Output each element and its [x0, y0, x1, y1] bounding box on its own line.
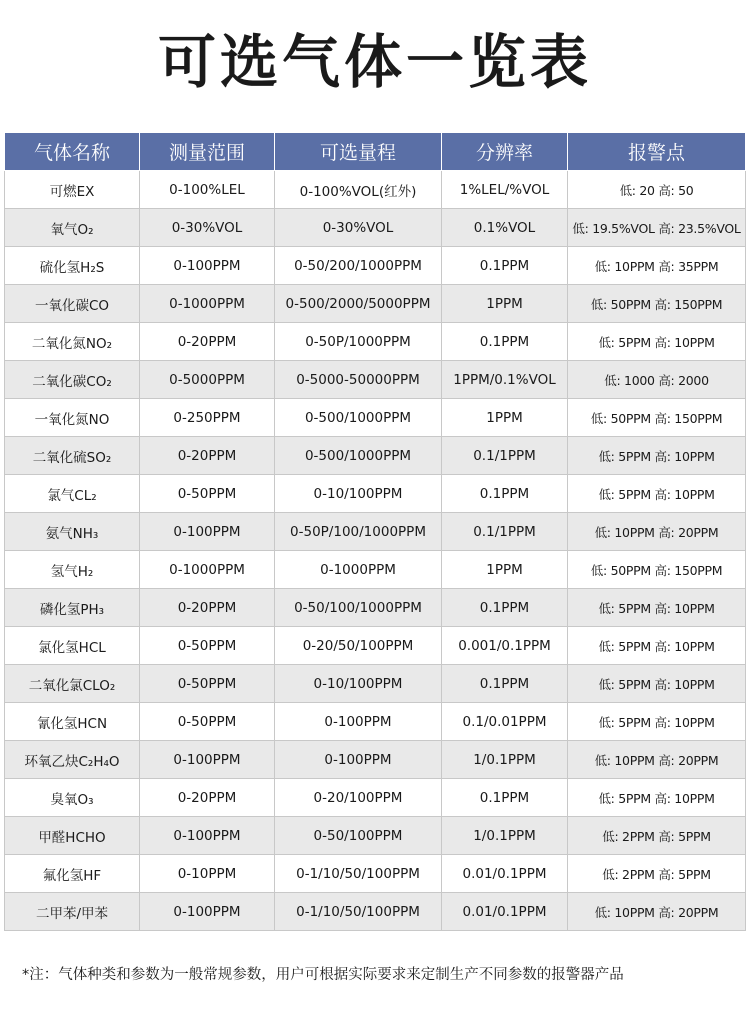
measure-range-cell: 0-20PPM — [140, 437, 275, 475]
resolution-cell: 1/0.1PPM — [442, 817, 568, 855]
page-title: 可选气体一览表 — [157, 28, 592, 96]
alarm-point-cell: 低: 10PPM 高: 20PPM — [568, 893, 746, 931]
table-row — [5, 589, 746, 627]
alarm-point-cell: 低: 5PPM 高: 10PPM — [568, 589, 746, 627]
gas-table-container — [4, 132, 745, 931]
optional-range-cell: 0-100%VOL(红外) — [275, 171, 442, 209]
optional-range-cell: 0-50/200/1000PPM — [275, 247, 442, 285]
resolution-cell: 1PPM — [442, 551, 568, 589]
gas-name-cell: 二氧化硫SO₂ — [5, 437, 140, 475]
table-row — [5, 361, 746, 399]
footnote: *注：气体种类和参数为一般常规参数，用户可根据实际要求来定制生产不同参数的报警器产品 — [22, 967, 624, 983]
resolution-cell: 0.1PPM — [442, 475, 568, 513]
resolution-cell: 0.1PPM — [442, 323, 568, 361]
resolution-cell: 0.1PPM — [442, 665, 568, 703]
measure-range-cell: 0-1000PPM — [140, 285, 275, 323]
table-row — [5, 285, 746, 323]
measure-range-cell: 0-50PPM — [140, 627, 275, 665]
optional-range-cell: 0-100PPM — [275, 703, 442, 741]
gas-name-cell: 二甲苯/甲苯 — [5, 893, 140, 931]
gas-name-cell: 氧气O₂ — [5, 209, 140, 247]
resolution-cell: 1PPM — [442, 285, 568, 323]
alarm-point-cell: 低: 19.5%VOL 高: 23.5%VOL — [568, 209, 746, 247]
resolution-cell: 1PPM — [442, 399, 568, 437]
gas-name-cell: 一氧化氮NO — [5, 399, 140, 437]
header-gas-name: 气体名称 — [5, 133, 140, 171]
table-row — [5, 437, 746, 475]
table-row — [5, 399, 746, 437]
alarm-point-cell: 低: 1000 高: 2000 — [568, 361, 746, 399]
resolution-cell: 0.1/1PPM — [442, 437, 568, 475]
measure-range-cell: 0-100PPM — [140, 817, 275, 855]
optional-range-cell: 0-50/100/1000PPM — [275, 589, 442, 627]
measure-range-cell: 0-20PPM — [140, 589, 275, 627]
alarm-point-cell: 低: 10PPM 高: 35PPM — [568, 247, 746, 285]
alarm-point-cell: 低: 20 高: 50 — [568, 171, 746, 209]
optional-range-cell: 0-50P/1000PPM — [275, 323, 442, 361]
table-row — [5, 513, 746, 551]
header-alarm-point: 报警点 — [568, 133, 746, 171]
header-measure-range: 测量范围 — [140, 133, 275, 171]
resolution-cell: 0.1/1PPM — [442, 513, 568, 551]
alarm-point-cell: 低: 5PPM 高: 10PPM — [568, 475, 746, 513]
table-row — [5, 703, 746, 741]
resolution-cell: 0.01/0.1PPM — [442, 855, 568, 893]
gas-name-cell: 氢气H₂ — [5, 551, 140, 589]
table-row — [5, 779, 746, 817]
table-row — [5, 247, 746, 285]
resolution-cell: 0.1PPM — [442, 779, 568, 817]
gas-name-cell: 一氧化碳CO — [5, 285, 140, 323]
optional-range-cell: 0-50P/100/1000PPM — [275, 513, 442, 551]
measure-range-cell: 0-50PPM — [140, 703, 275, 741]
gas-name-cell: 磷化氢PH₃ — [5, 589, 140, 627]
optional-range-cell: 0-1/10/50/100PPM — [275, 893, 442, 931]
gas-table — [4, 132, 746, 931]
measure-range-cell: 0-50PPM — [140, 665, 275, 703]
measure-range-cell: 0-20PPM — [140, 779, 275, 817]
table-row — [5, 323, 746, 361]
alarm-point-cell: 低: 5PPM 高: 10PPM — [568, 627, 746, 665]
table-header-row — [5, 133, 746, 171]
resolution-cell: 1%LEL/%VOL — [442, 171, 568, 209]
table-row — [5, 893, 746, 931]
alarm-point-cell: 低: 10PPM 高: 20PPM — [568, 513, 746, 551]
measure-range-cell: 0-100%LEL — [140, 171, 275, 209]
alarm-point-cell: 低: 5PPM 高: 10PPM — [568, 437, 746, 475]
measure-range-cell: 0-5000PPM — [140, 361, 275, 399]
gas-name-cell: 甲醛HCHO — [5, 817, 140, 855]
gas-name-cell: 二氧化氯CLO₂ — [5, 665, 140, 703]
measure-range-cell: 0-20PPM — [140, 323, 275, 361]
alarm-point-cell: 低: 50PPM 高: 150PPM — [568, 399, 746, 437]
alarm-point-cell: 低: 10PPM 高: 20PPM — [568, 741, 746, 779]
resolution-cell: 0.001/0.1PPM — [442, 627, 568, 665]
measure-range-cell: 0-50PPM — [140, 475, 275, 513]
resolution-cell: 0.1%VOL — [442, 209, 568, 247]
measure-range-cell: 0-250PPM — [140, 399, 275, 437]
alarm-point-cell: 低: 5PPM 高: 10PPM — [568, 665, 746, 703]
optional-range-cell: 0-500/1000PPM — [275, 399, 442, 437]
table-body — [5, 171, 746, 931]
table-row — [5, 817, 746, 855]
optional-range-cell: 0-5000-50000PPM — [275, 361, 442, 399]
measure-range-cell: 0-10PPM — [140, 855, 275, 893]
measure-range-cell: 0-100PPM — [140, 741, 275, 779]
gas-name-cell: 氯化氢HCL — [5, 627, 140, 665]
optional-range-cell: 0-10/100PPM — [275, 665, 442, 703]
optional-range-cell: 0-20/100PPM — [275, 779, 442, 817]
optional-range-cell: 0-1/10/50/100PPM — [275, 855, 442, 893]
gas-name-cell: 环氧乙炔C₂H₄O — [5, 741, 140, 779]
table-row — [5, 209, 746, 247]
table-row — [5, 475, 746, 513]
optional-range-cell: 0-20/50/100PPM — [275, 627, 442, 665]
table-row — [5, 171, 746, 209]
alarm-point-cell: 低: 5PPM 高: 10PPM — [568, 779, 746, 817]
optional-range-cell: 0-100PPM — [275, 741, 442, 779]
resolution-cell: 1PPM/0.1%VOL — [442, 361, 568, 399]
gas-name-cell: 氯气CL₂ — [5, 475, 140, 513]
optional-range-cell: 0-30%VOL — [275, 209, 442, 247]
gas-name-cell: 硫化氢H₂S — [5, 247, 140, 285]
resolution-cell: 0.01/0.1PPM — [442, 893, 568, 931]
alarm-point-cell: 低: 2PPM 高: 5PPM — [568, 855, 746, 893]
header-optional-range: 可选量程 — [275, 133, 442, 171]
measure-range-cell: 0-30%VOL — [140, 209, 275, 247]
table-row — [5, 855, 746, 893]
gas-name-cell: 臭氧O₃ — [5, 779, 140, 817]
table-row — [5, 627, 746, 665]
optional-range-cell: 0-50/100PPM — [275, 817, 442, 855]
table-row — [5, 551, 746, 589]
resolution-cell: 0.1/0.01PPM — [442, 703, 568, 741]
resolution-cell: 0.1PPM — [442, 247, 568, 285]
resolution-cell: 1/0.1PPM — [442, 741, 568, 779]
gas-name-cell: 二氧化氮NO₂ — [5, 323, 140, 361]
alarm-point-cell: 低: 2PPM 高: 5PPM — [568, 817, 746, 855]
table-row — [5, 665, 746, 703]
table-row — [5, 741, 746, 779]
optional-range-cell: 0-500/2000/5000PPM — [275, 285, 442, 323]
alarm-point-cell: 低: 50PPM 高: 150PPM — [568, 551, 746, 589]
header-resolution: 分辨率 — [442, 133, 568, 171]
gas-name-cell: 氨气NH₃ — [5, 513, 140, 551]
gas-name-cell: 氰化氢HCN — [5, 703, 140, 741]
alarm-point-cell: 低: 5PPM 高: 10PPM — [568, 703, 746, 741]
optional-range-cell: 0-500/1000PPM — [275, 437, 442, 475]
gas-name-cell: 二氧化碳CO₂ — [5, 361, 140, 399]
gas-name-cell: 氟化氢HF — [5, 855, 140, 893]
measure-range-cell: 0-100PPM — [140, 513, 275, 551]
gas-name-cell: 可燃EX — [5, 171, 140, 209]
measure-range-cell: 0-100PPM — [140, 893, 275, 931]
resolution-cell: 0.1PPM — [442, 589, 568, 627]
optional-range-cell: 0-1000PPM — [275, 551, 442, 589]
measure-range-cell: 0-100PPM — [140, 247, 275, 285]
alarm-point-cell: 低: 5PPM 高: 10PPM — [568, 323, 746, 361]
optional-range-cell: 0-10/100PPM — [275, 475, 442, 513]
alarm-point-cell: 低: 50PPM 高: 150PPM — [568, 285, 746, 323]
measure-range-cell: 0-1000PPM — [140, 551, 275, 589]
